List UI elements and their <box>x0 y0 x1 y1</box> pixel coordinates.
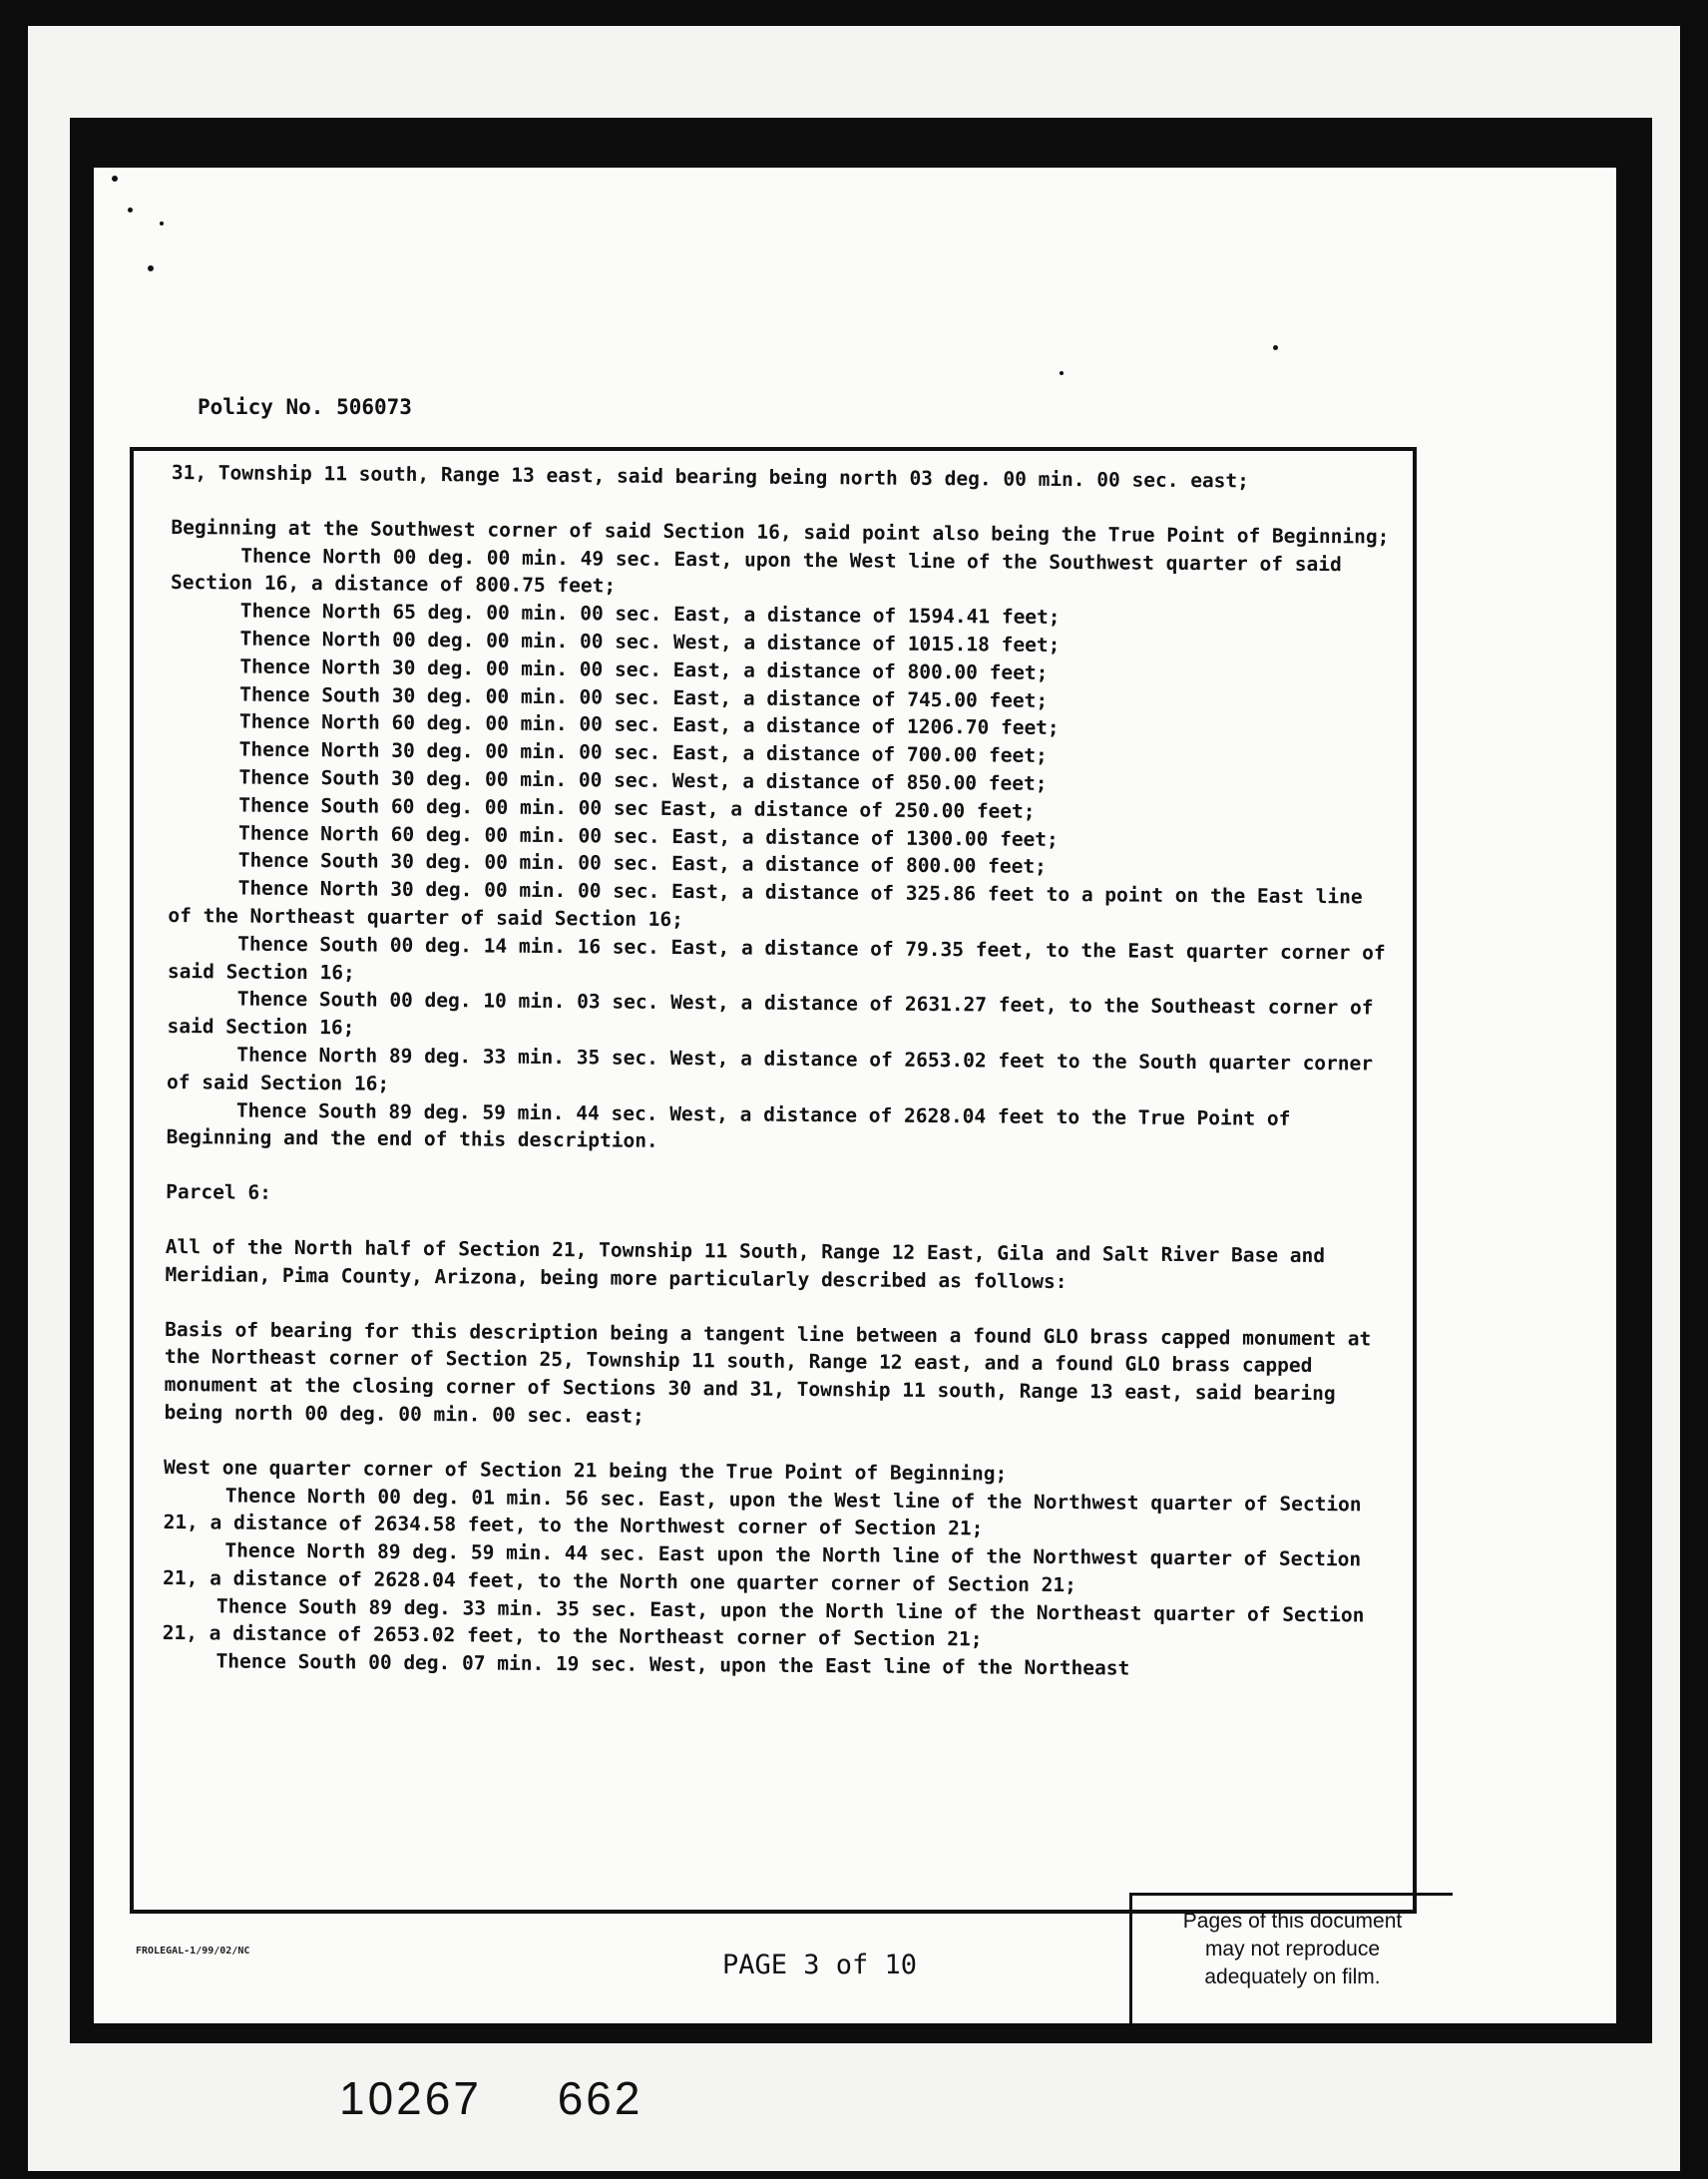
bearing-call: Thence North 00 deg. 00 min. 00 sec. West, a distance of 1015.18 feet; <box>239 627 1061 656</box>
paragraph: West one quarter corner of Section 21 being the True Point of Beginning; <box>163 1455 1008 1486</box>
bearing-call: Thence South 30 deg. 00 min. 00 sec. East, a distance of 800.00 feet; <box>237 848 1047 879</box>
form-code: FROLEGAL-1/99/02/NC <box>136 1946 250 1957</box>
bearing-call: Thence South 89 deg. 59 min. 44 sec. West, a distance of 2628.04 feet to the True Point of Beginning and the end of this description. <box>166 1098 1291 1153</box>
parcel-description: All of the North half of Section 21, Township 11 South, Range 12 East, Gila and Salt River Base and Meridian, Pima County, Arizona, being more particularly described as follows: <box>165 1234 1326 1293</box>
bearing-call: Thence South 00 deg. 14 min. 16 sec. East, a distance of 79.35 feet, to the East quarter corner of said Section 16; <box>167 932 1386 985</box>
policy-number: Policy No. 506073 <box>198 395 412 419</box>
film-number-2: 662 <box>557 2072 643 2124</box>
bearing-call: Thence North 60 deg. 00 min. 00 sec. East, a distance of 1206.70 feet; <box>238 709 1060 740</box>
bearing-call: Thence South 00 deg. 10 min. 03 sec. West, a distance of 2631.27 feet, to the Southeast corner of said Section 16; <box>167 987 1374 1040</box>
scan-speck <box>112 176 118 182</box>
scan-speck <box>148 265 154 271</box>
legal-description-text <box>162 459 1399 1685</box>
bearing-call: Thence North 89 deg. 59 min. 44 sec. East upon the North line of the Northwest quarter of Section 21, a distance of 2628.04 feet, to the North one quarter corner of Section 21; <box>163 1538 1362 1597</box>
bearing-call: Thence North 30 deg. 00 min. 00 sec. East, a distance of 700.00 feet; <box>238 737 1048 768</box>
paragraph: Beginning at the Southwest corner of said Section 16, said point also being the True Point of Beginning; <box>171 515 1390 549</box>
bearing-call: Thence South 00 deg. 07 min. 19 sec. West, upon the East line of the Northeast <box>215 1649 1130 1680</box>
bearing-call: Thence North 30 deg. 00 min. 00 sec. East, a distance of 325.86 feet to a point on the East line of the Northeast quarter of said Section 16; <box>168 876 1363 931</box>
scan-speck <box>1060 371 1064 375</box>
bearing-call: Thence North 89 deg. 33 min. 35 sec. West, a distance of 2653.02 feet to the South quarter corner of said Section 16; <box>167 1043 1374 1095</box>
paragraph: 31, Township 11 south, Range 13 east, said bearing being north 03 deg. 00 min. 00 sec. east; <box>171 460 1250 493</box>
scan-speck <box>1273 345 1278 350</box>
legal-description-box <box>130 447 1417 1914</box>
bearing-call: Thence South 60 deg. 00 min. 00 sec East, a distance of 250.00 feet; <box>238 793 1036 823</box>
film-notice <box>1129 1893 1453 2024</box>
bearing-call: Thence North 60 deg. 00 min. 00 sec. East, a distance of 1300.00 feet; <box>237 821 1059 851</box>
page-number: PAGE 3 of 10 <box>722 1950 918 1980</box>
parcel-heading: Parcel 6: <box>166 1180 271 1204</box>
bearing-call: Thence North 30 deg. 00 min. 00 sec. East, a distance of 800.00 feet; <box>239 654 1049 684</box>
bearing-call: Thence South 30 deg. 00 min. 00 sec. West, a distance of 850.00 feet; <box>238 765 1048 795</box>
scan-speck <box>128 208 133 213</box>
bearing-call: Thence South 89 deg. 33 min. 35 sec. East, upon the North line of the Northeast quarter of Section 21, a distance of 2653.02 feet, to the Northeast corner of Section 21; <box>162 1594 1365 1651</box>
film-reference-numbers <box>339 2071 702 2125</box>
scan-speck <box>160 221 164 225</box>
bearing-call: Thence North 65 deg. 00 min. 00 sec. East, a distance of 1594.41 feet; <box>239 599 1061 630</box>
notice-line: Pages of this document <box>1182 1910 1403 1933</box>
bearing-call: Thence South 30 deg. 00 min. 00 sec. East, a distance of 745.00 feet; <box>239 682 1049 712</box>
notice-line: adequately on film. <box>1204 1965 1381 1988</box>
film-number-1: 10267 <box>339 2072 482 2124</box>
basis-of-bearing: Basis of bearing for this description being a tangent line between a found GLO brass capped monument at the Northeast corner of Section 25, Township 11 south, Range 12 east, and a found GLO brass capped monument at the closing corner of Sections 30 and 31, Township 11 south, Range 13 east, said bearing being north 00 deg. 00 min. 00 sec. east; <box>164 1317 1372 1428</box>
notice-line: may not reproduce <box>1204 1938 1381 1961</box>
bearing-call: Thence North 00 deg. 00 min. 49 sec. East, upon the West line of the Southwest quarter of said Section 16, a distance of 800.75 feet; <box>170 544 1342 598</box>
bearing-call: Thence North 00 deg. 01 min. 56 sec. East, upon the West line of the Northwest quarter of Section 21, a distance of 2634.58 feet, to the Northwest corner of Section 21; <box>163 1483 1362 1540</box>
